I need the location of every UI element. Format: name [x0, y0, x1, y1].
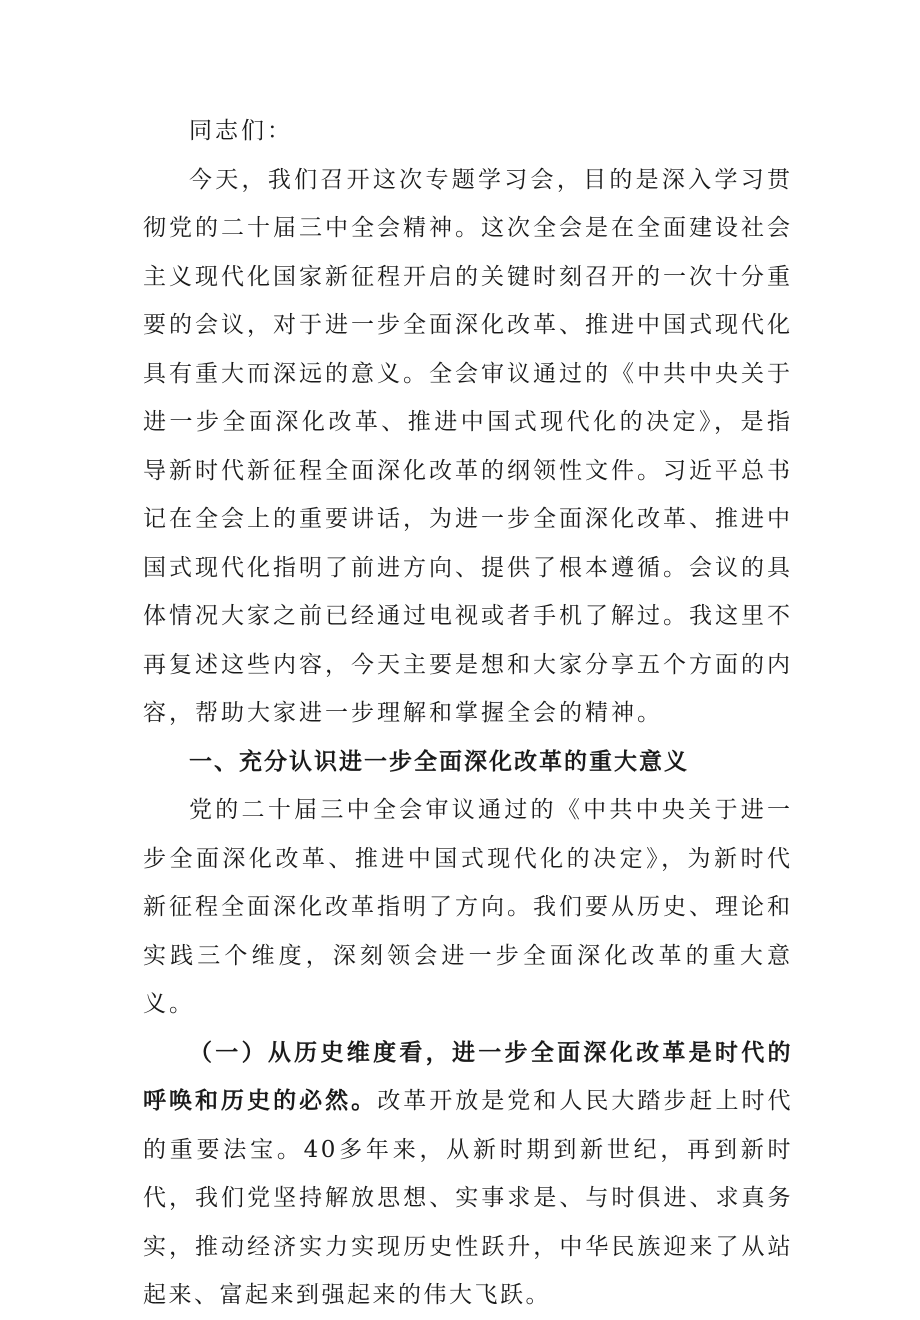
section-paragraph: 党的二十届三中全会审议通过的《中共中央关于进一步全面深化改革、推进中国式现代化的决定》，为新时代新征程全面深化改革指明了方向。我们要从历史、理论和实践三个维度，深刻领会进一步全面深化改革的重大意义。 [143, 797, 793, 1017]
salutation: 同志们： [189, 118, 293, 144]
section-heading: 一、充分认识进一步全面深化改革的重大意义 [189, 748, 689, 775]
document-body [143, 107, 793, 1320]
intro-paragraph: 今天，我们召开这次专题学习会，目的是深入学习贯彻党的二十届三中全会精神。这次全会是在全面建设社会主义现代化国家新征程开启的关键时刻召开的一次十分重要的会议，对于进一步全面深化改革、推进中国式现代化具有重大而深远的意义。全会审议通过的《中共中央关于进一步全面深化改革、推进中国式现代化的决定》，是指导新时代新征程全面深化改革的纲领性文件。习近平总书记在全会上的重要讲话，为进一步全面深化改革、推进中国式现代化指明了前进方向、提供了根本遵循。会议的具体情况大家之前已经通过电视或者手机了解过。我这里不再复述这些内容，今天主要是想和大家分享五个方面的内容，帮助大家进一步理解和掌握全会的精神。 [143, 166, 793, 726]
subsection-paragraph [143, 1029, 793, 1320]
subsection-lead: （一）从历史维度看，进一步全面深化改革是时代的呼唤和历史的必然。 [143, 1039, 793, 1114]
subsection-body: 改革开放是党和人民大踏步赶上时代的重要法宝。40多年来，从新时期到新世纪，再到新时代，我们党坚持解放思想、实事求是、与时俱进、求真务实，推动经济实力实现历史性跃升，中华民族迎来了从站起来、富起来到强起来的伟大飞跃。 [143, 1088, 794, 1308]
